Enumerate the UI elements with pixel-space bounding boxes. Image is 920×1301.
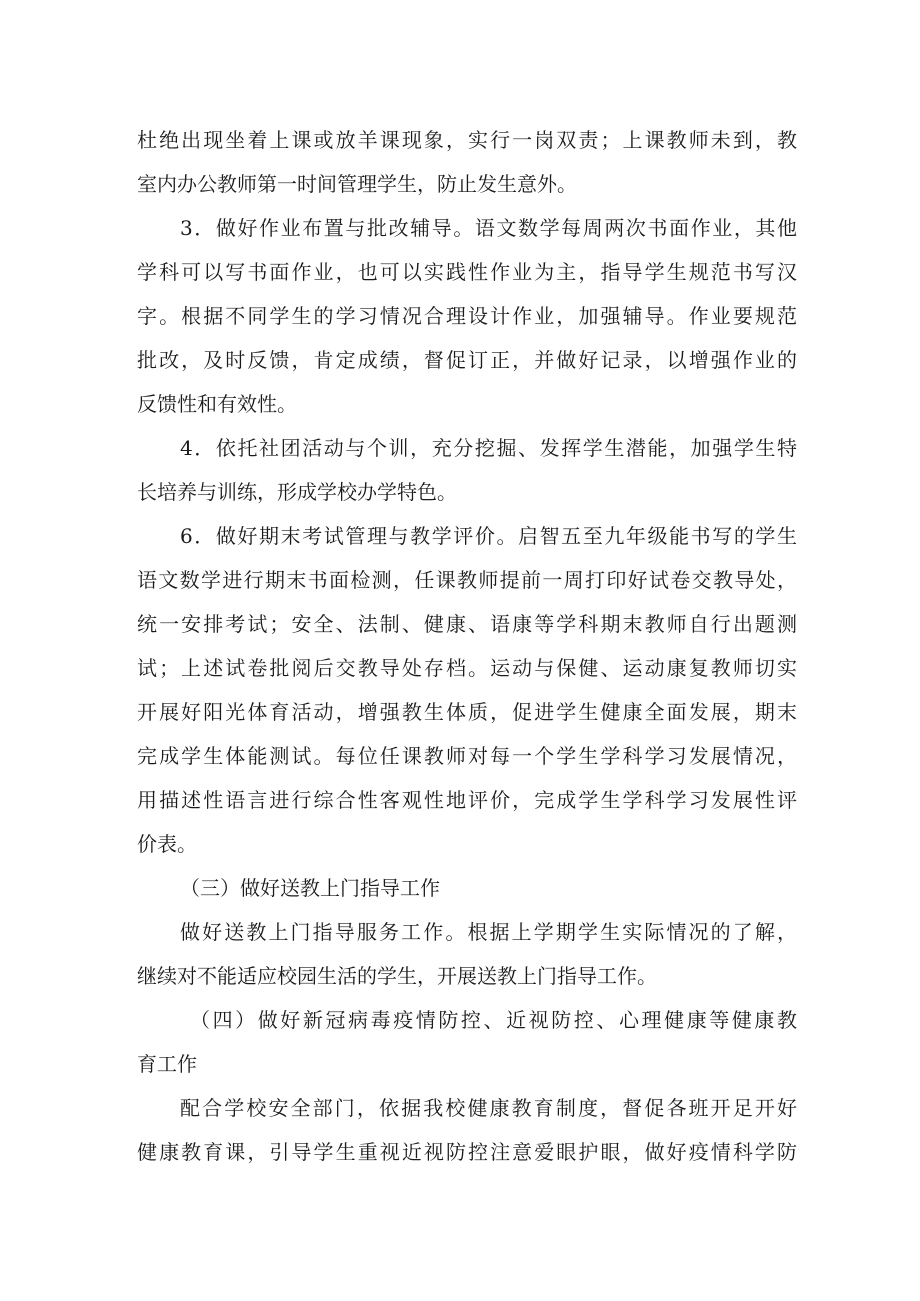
text-line: 开展好阳光体育活动，增强教生体质，促进学生健康全面发展，期末 xyxy=(137,700,797,724)
text-line: 6．做好期末考试管理与教学评价。启智五至九年级能书写的学生 xyxy=(180,524,797,548)
text-line: 试；上述试卷批阅后交教导处存档。运动与保健、运动康复教师切实 xyxy=(137,656,797,680)
text-line: 语文数学进行期末书面检测，任课教师提前一周打印好试卷交教导处， xyxy=(137,568,797,592)
text-line: 批改，及时反馈，肯定成绩，督促订正，并做好记录，以增强作业的 xyxy=(137,348,797,372)
text-line: 长培养与训练，形成学校办学特色。 xyxy=(137,480,457,504)
text-line: 学科可以写书面作业，也可以实践性作业为主，指导学生规范书写汉 xyxy=(137,260,797,284)
text-line: 价表。 xyxy=(137,832,197,856)
section-heading: （四）做好新冠病毒疫情防控、近视防控、心理健康等健康教 xyxy=(190,1008,797,1032)
text-line: 统一安排考试；安全、法制、健康、语康等学科期末教师自行出题测 xyxy=(137,612,797,636)
text-line: 用描述性语言进行综合性客观性地评价，完成学生学科学习发展性评 xyxy=(137,788,797,812)
text-line: 室内办公教师第一时间管理学生，防止发生意外。 xyxy=(137,172,577,196)
section-heading: 育工作 xyxy=(137,1052,197,1076)
text-line: 完成学生体能测试。每位任课教师对每一个学生学科学习发展情况， xyxy=(137,744,797,768)
text-line: 继续对不能适应校园生活的学生，开展送教上门指导工作。 xyxy=(137,964,657,988)
text-line: 杜绝出现坐着上课或放羊课现象，实行一岗双责；上课教师未到，教 xyxy=(137,128,797,152)
text-line: 4．依托社团活动与个训，充分挖掘、发挥学生潜能，加强学生特 xyxy=(180,436,797,460)
text-line: 健康教育课，引导学生重视近视防控注意爱眼护眼，做好疫情科学防 xyxy=(137,1140,797,1164)
text-line: 3．做好作业布置与批改辅导。语文数学每周两次书面作业，其他 xyxy=(180,216,797,240)
text-line: 做好送教上门指导服务工作。根据上学期学生实际情况的了解， xyxy=(180,920,797,944)
text-line: 反馈性和有效性。 xyxy=(137,392,297,416)
text-line: 配合学校安全部门，依据我校健康教育制度，督促各班开足开好 xyxy=(180,1096,797,1120)
section-heading: （三）做好送教上门指导工作 xyxy=(180,876,440,900)
text-line: 字。根据不同学生的学习情况合理设计作业，加强辅导。作业要规范 xyxy=(137,304,797,328)
